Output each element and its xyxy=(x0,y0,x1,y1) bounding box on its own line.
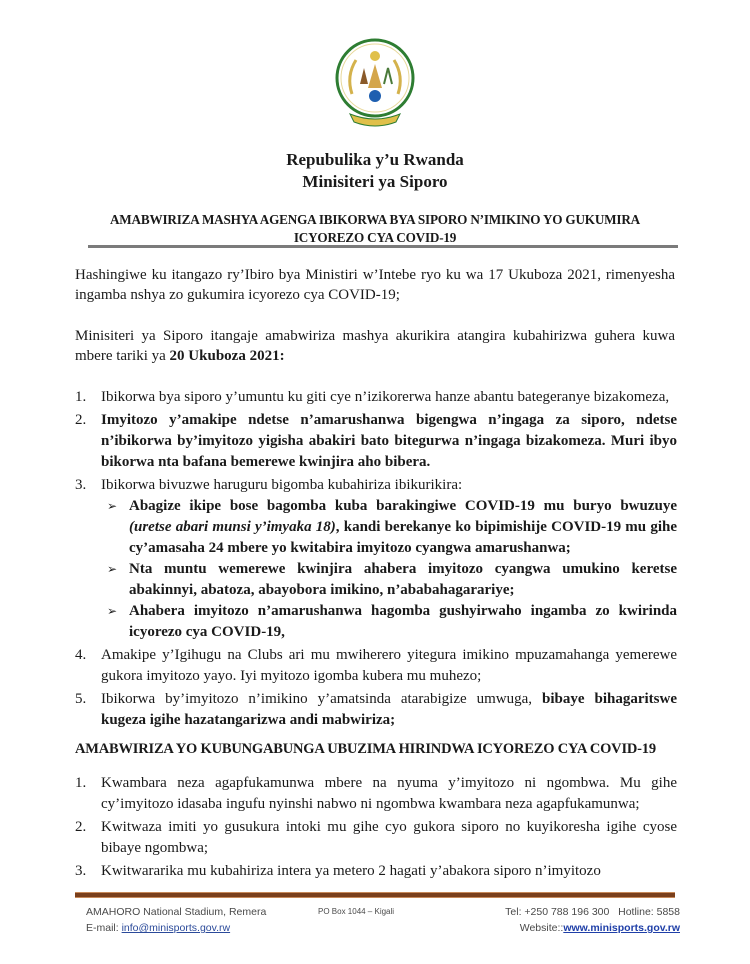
website-label: Website:: xyxy=(519,922,564,934)
list-item xyxy=(75,689,677,731)
sub-item-text: Nta muntu wemerewe kwinjira ahabera imyitozo cyangwa umukino keretse abakinnyi, abatoza, abayobora imikino, n’ababahagarariye; xyxy=(129,561,677,598)
list-item xyxy=(75,387,677,408)
sub-item-text: Ahabera imyitozo n’amarushanwa hagomba gushyirwaho ingamba zo kwirinda icyorezo cya COVID-19, xyxy=(129,603,677,640)
list-item-number: 3. xyxy=(75,477,87,493)
sub-item-italic: (uretse abari munsi y’imyaka 18) xyxy=(129,519,336,535)
measures-list xyxy=(75,387,677,733)
list-item xyxy=(75,817,677,859)
list-item-number: 2. xyxy=(75,819,87,835)
footer-pobox: PO Box 1044 – Kigali xyxy=(318,907,395,916)
title-line-1: AMABWIRIZA MASHYA AGENGA IBIKORWA BYA SIPORO N’IMIKINO YO GUKUMIRA xyxy=(109,212,641,227)
list-item-number: 2. xyxy=(75,412,87,428)
list-item-text: Ibikorwa bya siporo y’umuntu ku giti cye n’izikorerwa hanze abantu bategeranye bizakomeza, xyxy=(101,389,670,405)
list-item-text: Ibikorwa bivuzwe haruguru bigomba kubahiriza ibikurikira: xyxy=(101,477,463,493)
list-item xyxy=(75,645,677,687)
arrow-bullet-icon: ➢ xyxy=(107,604,118,618)
list-item-text: Amakipe y’Igihugu na Clubs ari mu mwiherero yitegura imikino mpuzamahanga yemerewe gukora imyitozo yayo. Iyi myitozo igomba kubera mu muhezo; xyxy=(101,647,677,684)
sub-list xyxy=(101,496,677,643)
list-item xyxy=(75,475,677,643)
header-ministry: Minisiteri ya Siporo xyxy=(302,172,448,191)
intro-p2-text: Minisiteri ya Siporo itangaje amabwiriza mashya akurikira atangira kubahirizwa guhera kuwa mbere tariki ya xyxy=(75,328,675,364)
arrow-bullet-icon: ➢ xyxy=(107,562,118,576)
health-list xyxy=(75,773,677,884)
list-item-text: Ibikorwa by’imyitozo n’imikino y’amatsinda atarabigize umwuga, xyxy=(101,691,543,707)
email-link[interactable]: info@minisports.gov.rw xyxy=(121,922,231,934)
email-label: E-mail: xyxy=(86,922,122,934)
title-divider xyxy=(88,245,678,248)
list-item xyxy=(75,410,677,473)
list-item-text: Kwitwaza imiti yo gusukura intoki mu gihe cyo gukora siporo no kuyikoresha igihe cyose bibaye ngombwa; xyxy=(101,819,677,856)
section-heading-health: AMABWIRIZA YO KUBUNGABUNGA UBUZIMA HIRINDWA ICYOREZO CYA COVID-19 xyxy=(75,741,656,757)
sub-item-text-cont: , kandi berekanye ko bipimishije COVID-19 mu gihe cy’amasaha 24 mbere yo kwitabira imyitozo cyangwa amarushanwa; xyxy=(129,519,678,556)
sub-list-item xyxy=(101,496,677,559)
list-item-number: 4. xyxy=(75,647,87,663)
list-item-text: Kwambara neza agapfukamunwa mbere na nyuma y’imyitozo ni ngombwa. Mu gihe cy’imyitozo idasaba ingufu nyinshi nabwo ni ngombwa kwambara neza agapfukamunwa; xyxy=(101,775,677,812)
footer-website-line xyxy=(520,922,680,934)
website-link[interactable]: www.minisports.gov.rw xyxy=(563,922,680,934)
title-line-2: ICYOREZO CYA COVID-19 xyxy=(293,230,457,245)
sub-list-item xyxy=(101,559,677,601)
list-item xyxy=(75,861,677,882)
footer-divider xyxy=(75,892,675,898)
footer-email-line xyxy=(86,922,230,934)
coat-of-arms-emblem xyxy=(330,32,420,132)
arrow-bullet-icon: ➢ xyxy=(107,499,118,513)
list-item-number: 3. xyxy=(75,863,87,879)
list-item-number: 1. xyxy=(75,389,87,405)
list-item-number: 5. xyxy=(75,691,87,707)
intro-paragraph-2 xyxy=(75,326,675,366)
sub-item-text: Abagize ikipe bose bagomba kuba barakingiwe COVID-19 mu buryo bwuzuye xyxy=(129,498,677,514)
list-item-text: Imyitozo y’amakipe ndetse n’amarushanwa bigengwa n’ingaga za siporo, ndetse n’ibikorwa by’imyitozo yigisha abakiri bato bitegurwa n’ingaga bizakomeza. Muri ibyo bikorwa nta bafana bemerewe kwinjira aho bibera. xyxy=(101,412,677,470)
intro-p2-date: 20 Ukuboza 2021: xyxy=(169,348,285,364)
header-republic: Repubulika y’u Rwanda xyxy=(286,150,464,169)
footer-address: AMAHORO National Stadium, Remera xyxy=(86,906,267,918)
sub-list-item xyxy=(101,601,677,643)
footer-phone: Tel: +250 788 196 300 Hotline: 5858 xyxy=(505,906,680,918)
intro-paragraph-1: Hashingiwe ku itangazo ry’Ibiro bya Ministiri w’Intebe ryo ku wa 17 Ukuboza 2021, rimenyesha ingamba nshya zo gukumira icyorezo cya COVID-19; xyxy=(75,267,675,303)
list-item-text: Kwitwararika mu kubahiriza intera ya metero 2 hagati y’abakora siporo n’imyitozo xyxy=(101,863,601,879)
list-item-number: 1. xyxy=(75,775,87,791)
document-title xyxy=(70,211,680,247)
list-item xyxy=(75,773,677,815)
list-item-bold-text: bibaye bihagaritswe kugeza igihe hazatangarizwa andi mabwiriza; xyxy=(101,691,678,728)
